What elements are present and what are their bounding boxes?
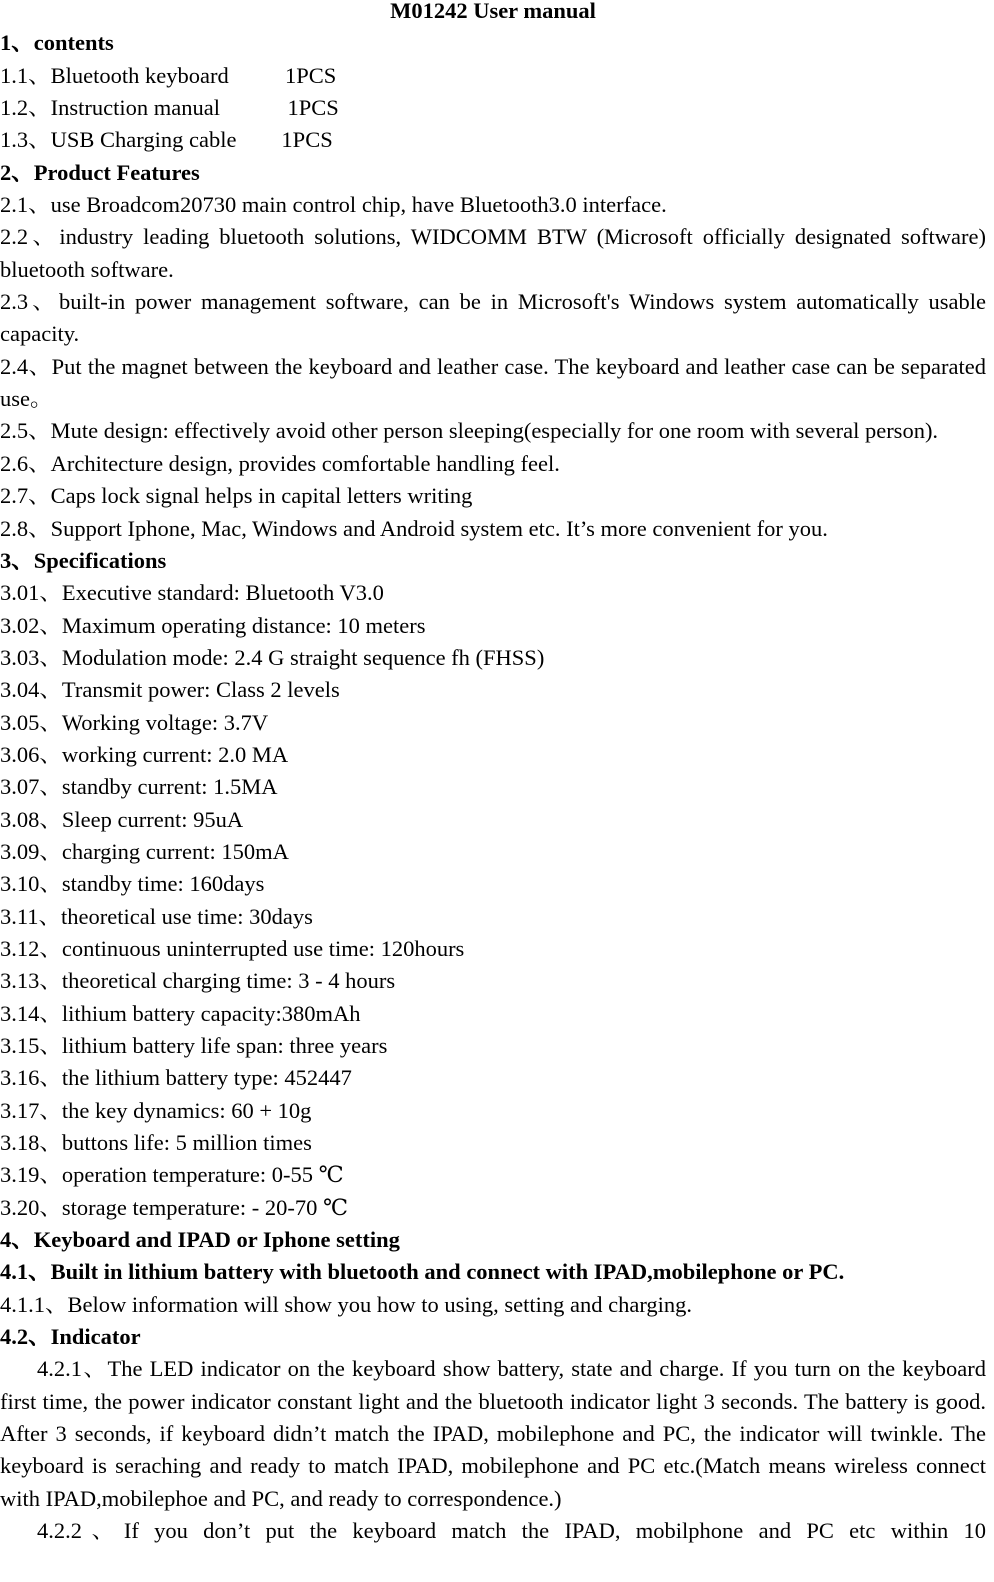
page-title: M01242 User manual [390,0,596,23]
feature-item: 2.2、industry leading bluetooth solutions, WIDCOMM BTW (Microsoft officially designated software) bluetooth software. [0,224,986,282]
spec-item: 3.07、standby current: 1.5MA [0,774,278,800]
section-heading-setting: 4、Keyboard and IPAD or Iphone setting [0,1227,400,1253]
spec-item: 3.06、working current: 2.0 MA [0,741,289,767]
spec-item: 3.15、lithium battery life span: three years [0,1033,388,1058]
indicator-paragraph: 4.2.2、If you don’t put the keyboard match the IPAD, mobilphone and PC etc within 10 [37,1518,986,1544]
spec-item: 3.12、continuous uninterrupted use time: 120hours [0,935,465,961]
spec-item: 3.09、charging current: 150mA [0,838,289,864]
section-heading-contents: 1、contents [0,30,114,56]
section-heading-specifications: 3、Specifications [0,547,167,573]
spec-item: 3.04、Transmit power: Class 2 levels [0,677,340,703]
spec-item: 3.11、theoretical use time: 30days [0,903,313,929]
feature-item: 2.4、Put the magnet between the keyboard and leather case. The keyboard and leather case can be separated use。 [0,353,986,412]
spec-item: 3.20、storage temperature: - 20-70 ℃ [0,1194,349,1220]
spec-item: 3.02、Maximum operating distance: 10 meters [0,612,426,638]
feature-item: 2.5、Mute design: effectively avoid other person sleeping(especially for one room with several person). [0,418,939,444]
spec-item: 3.17、the key dynamics: 60 + 10g [0,1097,312,1123]
spec-item: 3.13、theoretical charging time: 3 - 4 hours [0,968,396,994]
spec-item: 3.01、Executive standard: Bluetooth V3.0 [0,580,384,606]
feature-item: 2.1、use Broadcom20730 main control chip, have Bluetooth3.0 interface. [0,192,667,218]
section-heading-features: 2、Product Features [0,159,200,185]
contents-item: 1.1、Bluetooth keyboard 1PCS [0,62,337,88]
spec-item: 3.16、the lithium battery type: 452447 [0,1065,352,1091]
setting-item: 4.1.1、Below information will show you how to using, setting and charging. [0,1291,693,1317]
spec-item: 3.19、operation temperature: 0-55 ℃ [0,1162,344,1188]
sub-heading-indicator: 4.2、Indicator [0,1324,141,1350]
feature-item: 2.3、built-in power management software, can be in Microsoft's Windows system automatically usable capacity. [0,289,986,347]
feature-item: 2.8、Support Iphone, Mac, Windows and Android system etc. It’s more convenient for you. [0,515,828,541]
spec-item: 3.14、lithium battery capacity:380mAh [0,1000,361,1026]
spec-item: 3.05、Working voltage: 3.7V [0,709,269,735]
sub-heading-battery: 4.1、Built in lithium battery with bluetooth and connect with IPAD,mobilephone or PC. [0,1259,845,1285]
indicator-paragraph: 4.2.1、The LED indicator on the keyboard show battery, state and charge. If you turn on the keyboard first time, the power indicator constant light and the bluetooth indicator light 3 seconds. The battery is good. After 3 seconds, if keyboard didn’t match the IPAD, mobilephone and PC, the indicator will twinkle. The keyboard is seraching and ready to match IPAD, mobilephone and PC etc.(Match means wireless connect with IPAD,mobilephoe and PC, and ready to correspondence.) [0,1356,986,1511]
feature-item: 2.6、Architecture design, provides comfortable handling feel. [0,450,560,476]
spec-item: 3.18、buttons life: 5 million times [0,1130,312,1156]
feature-item: 2.7、Caps lock signal helps in capital letters writing [0,483,473,509]
contents-item: 1.2、Instruction manual 1PCS [0,95,339,121]
contents-item: 1.3、USB Charging cable 1PCS [0,127,333,153]
spec-item: 3.08、Sleep current: 95uA [0,806,244,832]
spec-item: 3.10、standby time: 160days [0,871,265,897]
spec-item: 3.03、Modulation mode: 2.4 G straight sequence fh (FHSS) [0,644,545,670]
